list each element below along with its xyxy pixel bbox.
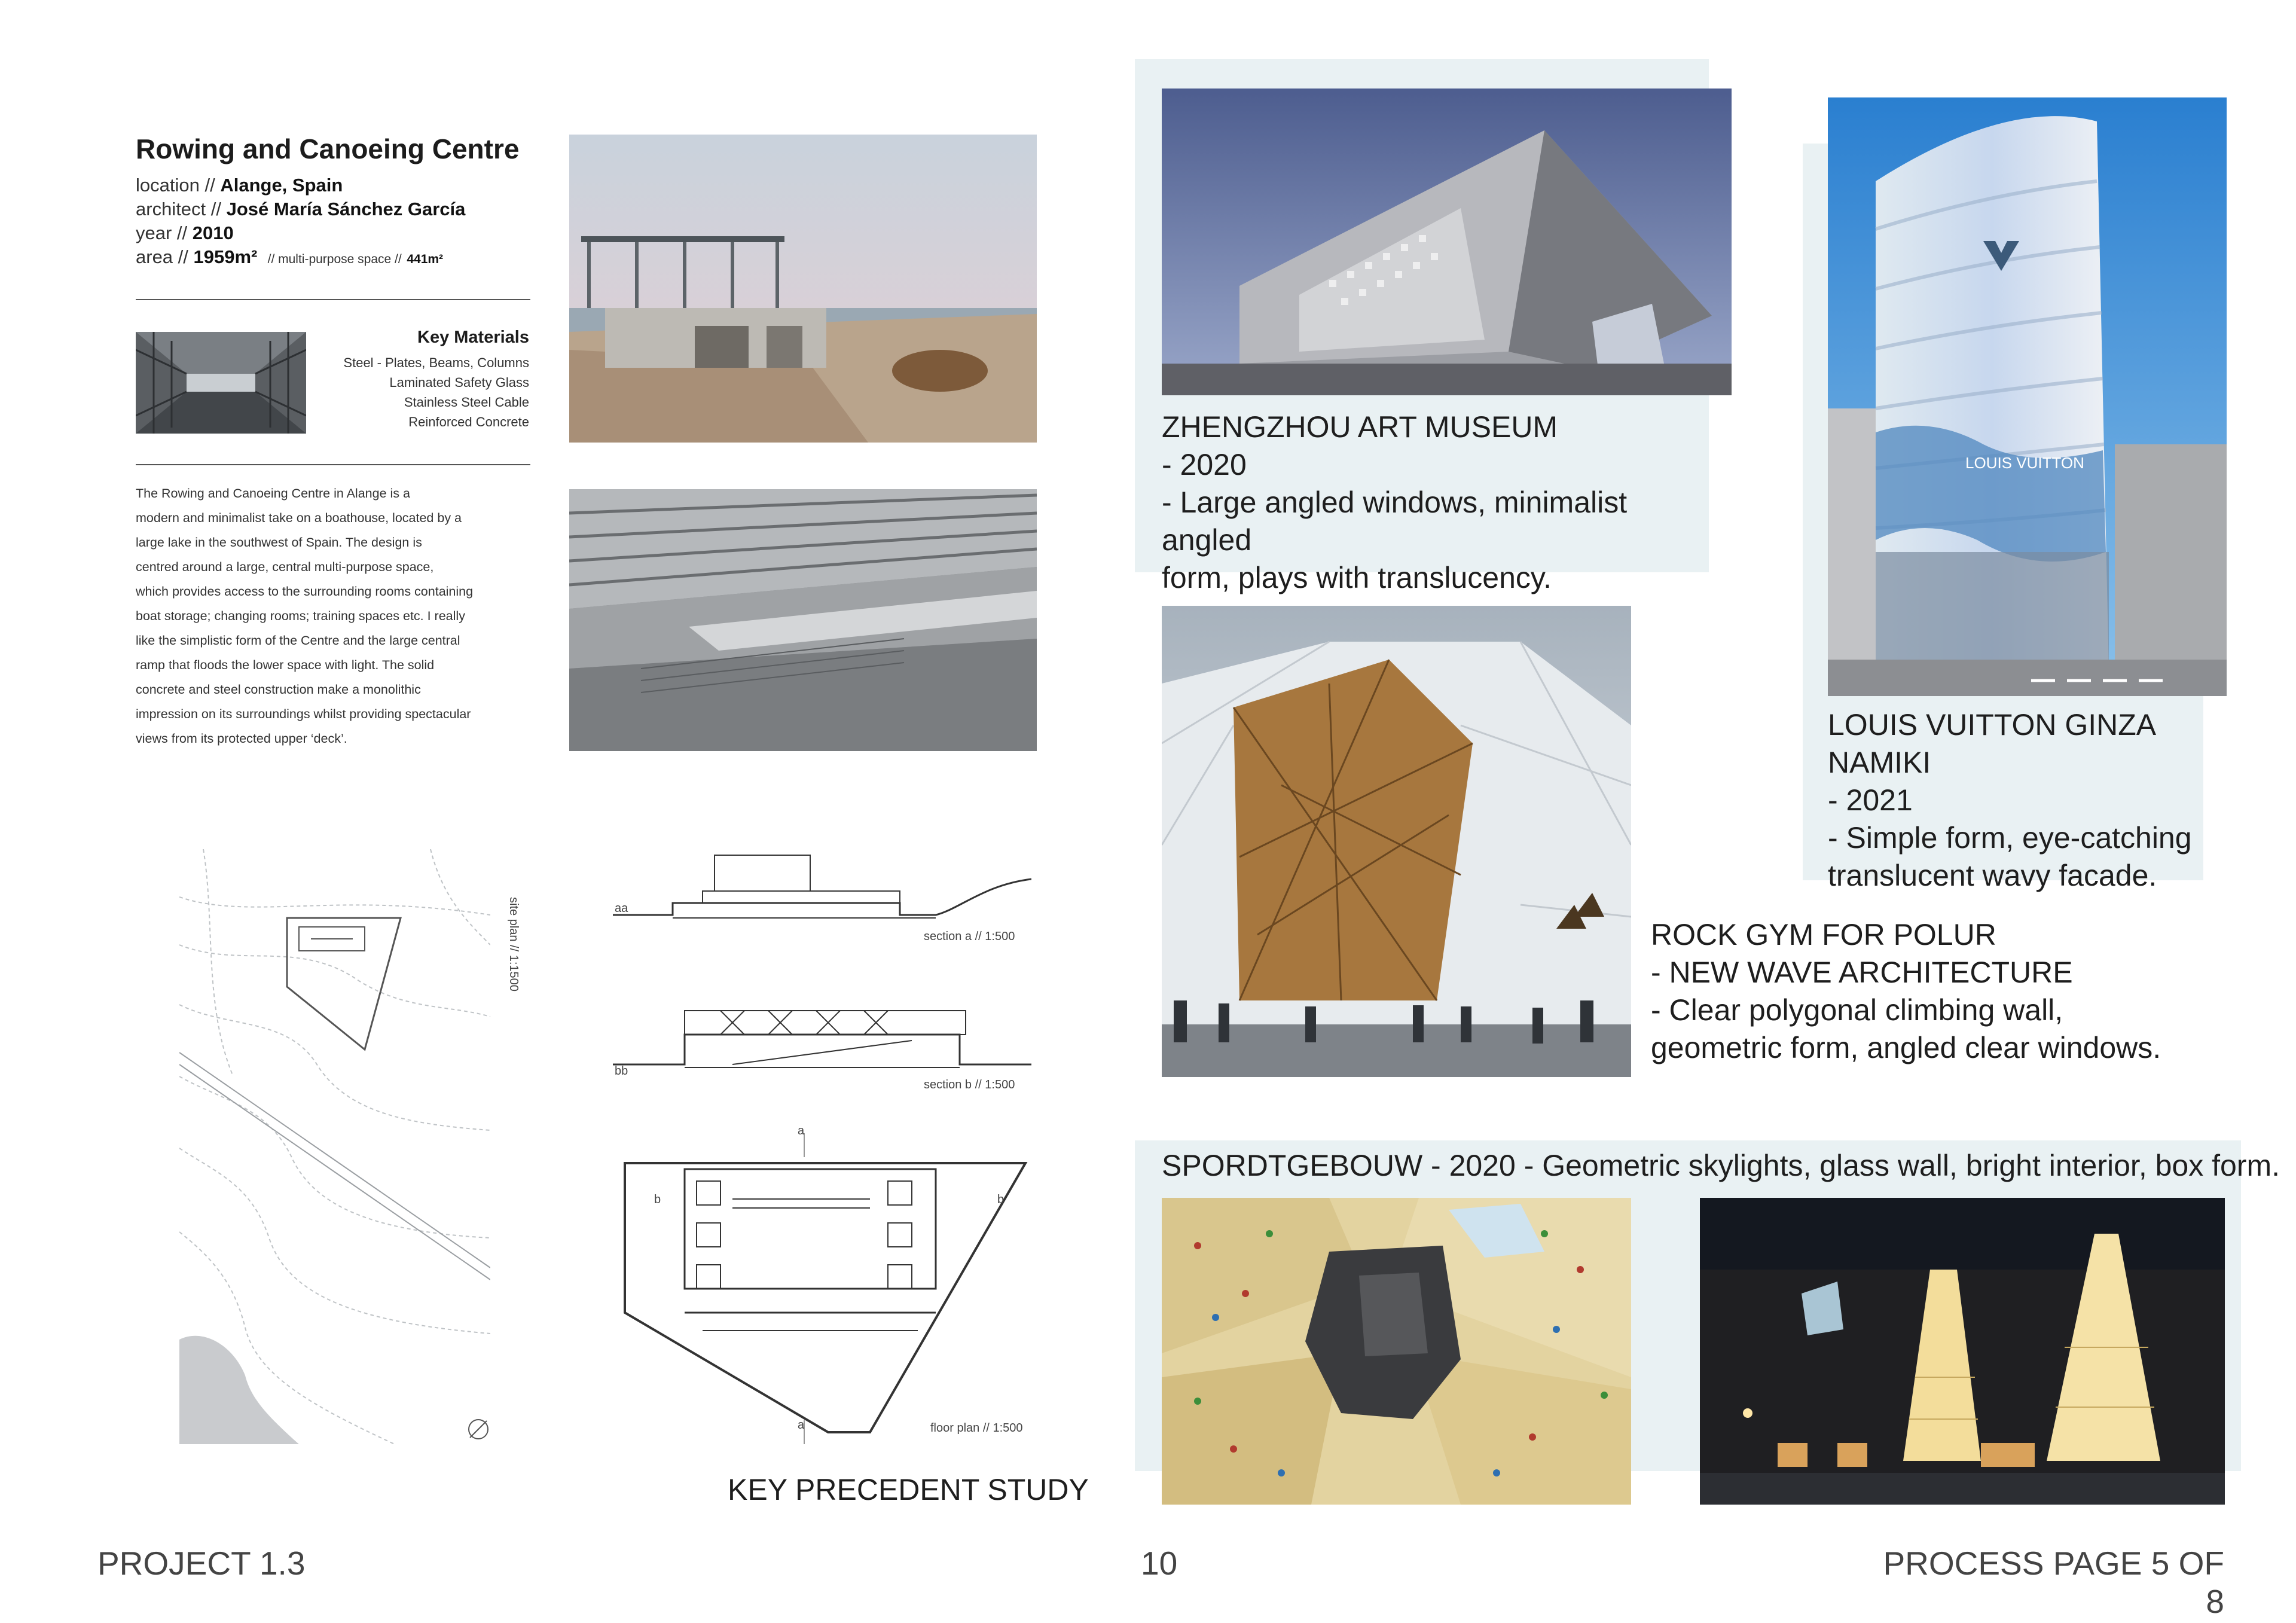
location-line: location // Alange, Spain [136, 175, 343, 196]
architect-line: architect // José María Sánchez García [136, 199, 466, 219]
spordtgebouw-caption: SPORDTGEBOUW - 2020 - Geometric skylights, glass wall, bright interior, box form. [1162, 1149, 2280, 1182]
description-line: impression on its surroundings whilst providing spectacular [136, 707, 471, 721]
zhengzhou-museum-photo [1162, 89, 1732, 395]
spordtgebouw-exterior-photo [1700, 1198, 2225, 1505]
description-line: centred around a large, central multi-purpose space, [136, 560, 434, 574]
year-line: year // 2010 [136, 222, 234, 243]
section-b-drawing [613, 999, 1031, 1082]
footer-project: PROJECT 1.3 [97, 1545, 306, 1582]
floor-plan-a-mark-top: a [798, 1124, 805, 1137]
description-line: boat storage; changing rooms; training spaces etc. I really [136, 609, 465, 623]
description-line: which provides access to the surrounding rooms containing [136, 584, 474, 599]
floor-plan-label: floor plan // 1:500 [930, 1421, 1023, 1435]
description-line: views from its protected upper ‘deck’. [136, 731, 347, 746]
material-item: Steel - Plates, Beams, Columns [343, 355, 529, 370]
floor-plan-b-mark-left: b [654, 1193, 661, 1206]
description-line: ramp that floods the lower space with light. The solid [136, 658, 435, 672]
description-line: concrete and steel construction make a monolithic [136, 682, 421, 697]
section-b-label: section b // 1:500 [924, 1078, 1015, 1091]
climbing-interior-photo [1162, 1198, 1631, 1505]
floor-plan-b-mark-right: b [997, 1193, 1004, 1206]
precedent-meta [136, 173, 566, 271]
material-item: Laminated Safety Glass [389, 375, 529, 390]
rock-gym-caption: ROCK GYM FOR POLUR - NEW WAVE ARCHITECTURE - Clear polygonal climbing wall, geometric form, angled clear windows. [1651, 918, 2161, 1064]
boathouse-exterior-photo [569, 135, 1037, 443]
footer-page-number: 10 [1141, 1545, 1178, 1582]
rock-gym-photo [1162, 606, 1631, 1077]
divider-2 [136, 464, 530, 465]
area-line: area // 1959m² // multi-purpose space // 441m² [136, 246, 444, 267]
zhengzhou-caption: ZHENGZHOU ART MUSEUM - 2020 - Large angled windows, minimalist angled form, plays with translucency. [1162, 410, 1628, 594]
description-line: like the simplistic form of the Centre and the large central [136, 633, 460, 648]
bridge-thumbnail [136, 332, 306, 434]
materials-list [287, 353, 529, 432]
louis-vuitton-photo [1828, 97, 2227, 696]
precedent-title: Rowing and Canoeing Centre [136, 133, 520, 164]
material-item: Stainless Steel Cable [404, 395, 529, 410]
description-line: The Rowing and Canoeing Centre in Alange is a [136, 486, 410, 501]
site-plan-label: site plan // 1:1500 [507, 897, 520, 992]
materials-title: Key Materials [417, 328, 529, 347]
precedent-description [136, 481, 542, 751]
louis-vuitton-caption: LOUIS VUITTON GINZA NAMIKI - 2021 - Simple form, eye-catching translucent wavy facade. [1828, 708, 2192, 892]
material-item: Reinforced Concrete [408, 414, 529, 429]
section-a-label: section a // 1:500 [924, 930, 1015, 943]
section-aa-mark: aa [615, 902, 628, 915]
floor-plan-drawing [619, 1133, 1031, 1444]
floor-plan-a-mark-bottom: a [798, 1418, 805, 1432]
site-plan-drawing [179, 849, 490, 1444]
footer-process: PROCESS PAGE 5 OF 8 [1883, 1545, 2224, 1620]
divider-1 [136, 299, 530, 300]
description-line: large lake in the southwest of Spain. The design is [136, 535, 422, 550]
boathouse-interior-photo [569, 489, 1037, 751]
description-line: modern and minimalist take on a boathouse, located by a [136, 511, 462, 525]
key-precedent-study-label: KEY PRECEDENT STUDY [728, 1473, 1089, 1506]
section-bb-mark: bb [615, 1064, 628, 1078]
lv-sign-text: LOUIS VUITTON [1965, 454, 2084, 472]
